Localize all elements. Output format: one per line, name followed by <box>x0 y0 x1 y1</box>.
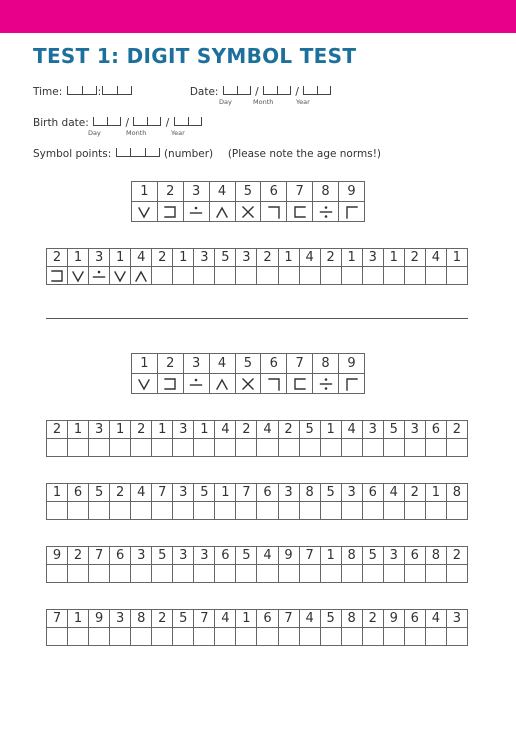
answer-cell[interactable] <box>173 267 194 285</box>
answer-cell[interactable] <box>278 267 299 285</box>
caret-icon <box>209 202 235 222</box>
digit-cell: 1 <box>446 249 467 267</box>
key-digit: 2 <box>157 182 183 202</box>
symbol-points-label: Symbol points: <box>33 148 112 160</box>
digit-cell: 9 <box>89 610 110 628</box>
date-day-caption: Day <box>219 98 232 106</box>
digit-cell: 2 <box>404 484 425 502</box>
answer-cell[interactable] <box>47 565 68 583</box>
digit-cell: 9 <box>47 547 68 565</box>
test-digit-row <box>47 547 468 565</box>
digit-cell: 2 <box>47 249 68 267</box>
key-digit: 7 <box>287 182 313 202</box>
answer-cell[interactable] <box>341 267 362 285</box>
answer-cell[interactable] <box>404 267 425 285</box>
digit-cell: 4 <box>425 610 446 628</box>
digit-cell: 6 <box>110 547 131 565</box>
digit-cell: 3 <box>446 610 467 628</box>
answer-cell[interactable] <box>320 565 341 583</box>
answer-cell[interactable] <box>89 565 110 583</box>
answer-cell[interactable] <box>152 565 173 583</box>
answer-cell[interactable] <box>341 628 362 646</box>
digit-cell: 1 <box>68 421 89 439</box>
key-digit: 5 <box>235 182 261 202</box>
digit-cell: 7 <box>152 484 173 502</box>
answer-cell[interactable] <box>110 502 131 520</box>
digit-cell: 5 <box>362 547 383 565</box>
answer-cell[interactable] <box>215 267 236 285</box>
digit-cell: 3 <box>110 610 131 628</box>
date-label: Date: <box>189 86 219 98</box>
answer-cell[interactable] <box>404 628 425 646</box>
answer-cell[interactable] <box>215 502 236 520</box>
v-shape-icon[interactable] <box>68 267 89 285</box>
answer-cell[interactable] <box>173 565 194 583</box>
digit-cell: 1 <box>68 249 89 267</box>
digit-cell: 7 <box>299 547 320 565</box>
digit-cell: 5 <box>320 484 341 502</box>
key-digit-row <box>132 354 365 374</box>
v-shape-icon <box>132 202 158 222</box>
digit-cell: 3 <box>131 547 152 565</box>
birth-slash: / <box>125 117 129 129</box>
answer-cell[interactable] <box>110 439 131 457</box>
date-day-blank[interactable] <box>223 86 251 95</box>
answer-cell[interactable] <box>236 502 257 520</box>
digit-cell: 8 <box>299 484 320 502</box>
sample-digit-row <box>47 249 468 267</box>
digit-cell: 1 <box>68 610 89 628</box>
answer-cell[interactable] <box>68 565 89 583</box>
digit-cell: 5 <box>320 610 341 628</box>
answer-cell[interactable] <box>446 267 467 285</box>
digit-cell: 2 <box>68 547 89 565</box>
answer-cell[interactable] <box>131 628 152 646</box>
digit-cell: 3 <box>173 484 194 502</box>
dot-dash-dot-icon <box>313 374 339 394</box>
digit-cell: 5 <box>194 484 215 502</box>
test-answer-row <box>47 439 468 457</box>
digit-cell: 5 <box>236 547 257 565</box>
time-label: Time: <box>33 86 63 98</box>
digit-cell: 2 <box>446 421 467 439</box>
answer-cell[interactable] <box>362 267 383 285</box>
answer-cell[interactable] <box>131 565 152 583</box>
corner-right-icon <box>261 202 287 222</box>
digit-cell: 4 <box>131 484 152 502</box>
digit-cell: 5 <box>89 484 110 502</box>
symbol-points-blank[interactable] <box>116 148 160 157</box>
digit-cell: 2 <box>152 249 173 267</box>
answer-cell[interactable] <box>257 439 278 457</box>
answer-cell[interactable] <box>194 267 215 285</box>
digit-cell: 2 <box>236 421 257 439</box>
digit-cell: 6 <box>362 484 383 502</box>
answer-cell[interactable] <box>320 267 341 285</box>
digit-cell: 4 <box>257 421 278 439</box>
date-year-blank[interactable] <box>303 86 331 95</box>
digit-cell: 2 <box>257 249 278 267</box>
answer-cell[interactable] <box>299 565 320 583</box>
test-answer-row <box>47 565 468 583</box>
bracket-left-icon <box>287 374 313 394</box>
digit-cell: 3 <box>278 484 299 502</box>
digit-cell: 1 <box>194 421 215 439</box>
digit-cell: 4 <box>299 610 320 628</box>
bracket-left-icon <box>287 202 313 222</box>
symbol-points-line <box>33 148 381 160</box>
answer-cell[interactable] <box>299 439 320 457</box>
answer-cell[interactable] <box>383 628 404 646</box>
cross-icon <box>235 374 261 394</box>
digit-cell: 3 <box>89 421 110 439</box>
dot-dash-icon[interactable] <box>89 267 110 285</box>
header-bar <box>0 0 516 33</box>
digit-cell: 4 <box>215 421 236 439</box>
digit-cell: 8 <box>425 547 446 565</box>
digit-cell: 1 <box>110 421 131 439</box>
answer-cell[interactable] <box>215 565 236 583</box>
key-digit: 8 <box>313 182 339 202</box>
test-table-3 <box>46 546 468 583</box>
answer-cell[interactable] <box>362 439 383 457</box>
digit-cell: 2 <box>47 421 68 439</box>
test-table-1 <box>46 420 468 457</box>
birth-day-caption: Day <box>88 129 101 137</box>
answer-cell[interactable] <box>89 628 110 646</box>
answer-cell[interactable] <box>278 628 299 646</box>
age-norms-note: (Please note the age norms!) <box>227 148 381 160</box>
time-separator: : <box>97 86 102 98</box>
birth-year-blank[interactable] <box>174 117 202 126</box>
corner-left-icon <box>339 202 365 222</box>
digit-cell: 4 <box>215 610 236 628</box>
answer-cell[interactable] <box>173 502 194 520</box>
digit-cell: 7 <box>194 610 215 628</box>
digit-cell: 1 <box>152 421 173 439</box>
answer-cell[interactable] <box>68 502 89 520</box>
digit-cell: 3 <box>236 249 257 267</box>
symbol-key-table <box>131 181 365 222</box>
birth-date-label: Birth date: <box>33 117 89 129</box>
birth-day-blank[interactable] <box>93 117 121 126</box>
dot-dash-icon <box>183 202 209 222</box>
digit-cell: 4 <box>425 249 446 267</box>
sample-answer-row <box>47 267 468 285</box>
birth-date-line <box>33 117 203 129</box>
digit-cell: 7 <box>236 484 257 502</box>
digit-cell: 7 <box>278 610 299 628</box>
digit-cell: 2 <box>152 610 173 628</box>
key-digit: 6 <box>261 354 287 374</box>
key-digit: 6 <box>261 182 287 202</box>
birth-month-blank[interactable] <box>133 117 161 126</box>
digit-cell: 3 <box>194 249 215 267</box>
answer-cell[interactable] <box>89 439 110 457</box>
answer-cell[interactable] <box>194 439 215 457</box>
digit-cell: 3 <box>383 547 404 565</box>
answer-cell[interactable] <box>446 502 467 520</box>
key-digit: 4 <box>209 354 235 374</box>
answer-cell[interactable] <box>110 565 131 583</box>
digit-cell: 3 <box>362 249 383 267</box>
digit-cell: 1 <box>425 484 446 502</box>
key-digit: 5 <box>235 354 261 374</box>
answer-cell[interactable] <box>47 439 68 457</box>
test-table-2 <box>46 483 468 520</box>
date-slash: / <box>255 86 259 98</box>
answer-cell[interactable] <box>425 267 446 285</box>
answer-cell[interactable] <box>236 267 257 285</box>
digit-cell: 7 <box>47 610 68 628</box>
digit-cell: 4 <box>383 484 404 502</box>
answer-cell[interactable] <box>320 439 341 457</box>
answer-cell[interactable] <box>383 502 404 520</box>
digit-cell: 3 <box>341 484 362 502</box>
key-digit-row <box>132 182 365 202</box>
answer-cell[interactable] <box>320 628 341 646</box>
answer-cell[interactable] <box>257 502 278 520</box>
date-year-caption: Year <box>296 98 310 106</box>
digit-cell: 4 <box>257 547 278 565</box>
answer-cell[interactable] <box>383 565 404 583</box>
digit-cell: 5 <box>173 610 194 628</box>
time-date-line <box>33 86 332 98</box>
section-divider <box>46 318 468 319</box>
digit-cell: 3 <box>362 421 383 439</box>
digit-cell: 2 <box>362 610 383 628</box>
answer-cell[interactable] <box>383 439 404 457</box>
digit-cell: 3 <box>89 249 110 267</box>
answer-cell[interactable] <box>152 439 173 457</box>
answer-cell[interactable] <box>257 565 278 583</box>
digit-cell: 6 <box>257 484 278 502</box>
answer-cell[interactable] <box>341 439 362 457</box>
answer-cell[interactable] <box>152 267 173 285</box>
digit-cell: 1 <box>278 249 299 267</box>
v-shape-icon[interactable] <box>110 267 131 285</box>
bracket-right-icon <box>157 202 183 222</box>
answer-cell[interactable] <box>110 628 131 646</box>
test-table-4 <box>46 609 468 646</box>
answer-cell[interactable] <box>215 628 236 646</box>
key-digit: 1 <box>132 182 158 202</box>
digit-cell: 6 <box>257 610 278 628</box>
digit-cell: 3 <box>194 547 215 565</box>
sample-table <box>46 248 468 285</box>
answer-cell[interactable] <box>383 267 404 285</box>
answer-cell[interactable] <box>425 565 446 583</box>
time-minutes-blank[interactable] <box>102 86 132 95</box>
key-digit: 2 <box>157 354 183 374</box>
digit-cell: 1 <box>215 484 236 502</box>
digit-cell: 9 <box>278 547 299 565</box>
key-digit: 8 <box>313 354 339 374</box>
key-digit: 3 <box>183 182 209 202</box>
answer-cell[interactable] <box>236 628 257 646</box>
bracket-right-icon[interactable] <box>47 267 68 285</box>
digit-cell: 1 <box>173 249 194 267</box>
corner-left-icon <box>339 374 365 394</box>
answer-cell[interactable] <box>194 565 215 583</box>
time-hours-blank[interactable] <box>67 86 97 95</box>
symbol-key-table <box>131 353 365 394</box>
answer-cell[interactable] <box>257 628 278 646</box>
digit-cell: 8 <box>341 610 362 628</box>
digit-cell: 2 <box>446 547 467 565</box>
answer-cell[interactable] <box>362 502 383 520</box>
answer-cell[interactable] <box>404 502 425 520</box>
answer-cell[interactable] <box>362 628 383 646</box>
answer-cell[interactable] <box>278 502 299 520</box>
corner-right-icon <box>261 374 287 394</box>
answer-cell[interactable] <box>362 565 383 583</box>
digit-cell: 3 <box>404 421 425 439</box>
birth-slash: / <box>165 117 170 129</box>
key-digit: 9 <box>339 354 365 374</box>
digit-cell: 7 <box>89 547 110 565</box>
digit-cell: 6 <box>425 421 446 439</box>
test-answer-row <box>47 628 468 646</box>
page-title: TEST 1: DIGIT SYMBOL TEST <box>33 44 357 68</box>
answer-cell[interactable] <box>404 439 425 457</box>
bracket-right-icon <box>157 374 183 394</box>
test-digit-row <box>47 610 468 628</box>
date-month-blank[interactable] <box>263 86 291 95</box>
key-digit: 9 <box>339 182 365 202</box>
answer-cell[interactable] <box>236 565 257 583</box>
digit-cell: 1 <box>236 610 257 628</box>
date-slash: / <box>295 86 299 98</box>
answer-cell[interactable] <box>47 628 68 646</box>
caret-icon <box>209 374 235 394</box>
answer-cell[interactable] <box>194 628 215 646</box>
answer-cell[interactable] <box>404 565 425 583</box>
answer-cell[interactable] <box>152 628 173 646</box>
key-digit: 7 <box>287 354 313 374</box>
digit-cell: 4 <box>131 249 152 267</box>
test-digit-row <box>47 421 468 439</box>
digit-cell: 4 <box>299 249 320 267</box>
answer-cell[interactable] <box>131 502 152 520</box>
answer-cell[interactable] <box>152 502 173 520</box>
answer-cell[interactable] <box>446 439 467 457</box>
answer-cell[interactable] <box>446 565 467 583</box>
answer-cell[interactable] <box>446 628 467 646</box>
digit-cell: 6 <box>404 610 425 628</box>
digit-cell: 6 <box>404 547 425 565</box>
digit-cell: 3 <box>173 421 194 439</box>
answer-cell[interactable] <box>173 439 194 457</box>
answer-cell[interactable] <box>425 502 446 520</box>
answer-cell[interactable] <box>278 439 299 457</box>
digit-cell: 5 <box>383 421 404 439</box>
key-digit: 1 <box>132 354 158 374</box>
answer-cell[interactable] <box>236 439 257 457</box>
digit-cell: 6 <box>215 547 236 565</box>
digit-cell: 1 <box>383 249 404 267</box>
key-symbol-row <box>132 374 365 394</box>
digit-cell: 2 <box>404 249 425 267</box>
answer-cell[interactable] <box>47 502 68 520</box>
answer-cell[interactable] <box>278 565 299 583</box>
digit-cell: 1 <box>320 547 341 565</box>
date-month-caption: Month <box>253 98 274 106</box>
answer-cell[interactable] <box>215 439 236 457</box>
answer-cell[interactable] <box>341 502 362 520</box>
test-digit-row <box>47 484 468 502</box>
digit-cell: 8 <box>131 610 152 628</box>
cross-icon <box>235 202 261 222</box>
caret-icon[interactable] <box>131 267 152 285</box>
digit-cell: 8 <box>341 547 362 565</box>
answer-cell[interactable] <box>68 628 89 646</box>
key-symbol-row <box>132 202 365 222</box>
digit-cell: 1 <box>47 484 68 502</box>
answer-cell[interactable] <box>257 267 278 285</box>
digit-cell: 4 <box>341 421 362 439</box>
answer-cell[interactable] <box>299 628 320 646</box>
v-shape-icon <box>132 374 158 394</box>
test-answer-row <box>47 502 468 520</box>
birth-month-caption: Month <box>126 129 147 137</box>
digit-cell: 8 <box>446 484 467 502</box>
digit-cell: 2 <box>131 421 152 439</box>
dot-dash-dot-icon <box>313 202 339 222</box>
answer-cell[interactable] <box>341 565 362 583</box>
answer-cell[interactable] <box>425 439 446 457</box>
key-digit: 3 <box>183 354 209 374</box>
answer-cell[interactable] <box>68 439 89 457</box>
digit-cell: 2 <box>110 484 131 502</box>
digit-cell: 5 <box>299 421 320 439</box>
key-digit: 4 <box>209 182 235 202</box>
birth-year-caption: Year <box>171 129 185 137</box>
digit-cell: 1 <box>110 249 131 267</box>
digit-cell: 5 <box>152 547 173 565</box>
answer-cell[interactable] <box>194 502 215 520</box>
number-note: (number) <box>163 148 214 160</box>
digit-cell: 3 <box>173 547 194 565</box>
dot-dash-icon <box>183 374 209 394</box>
digit-cell: 5 <box>215 249 236 267</box>
digit-cell: 2 <box>278 421 299 439</box>
digit-cell: 2 <box>320 249 341 267</box>
answer-cell[interactable] <box>299 267 320 285</box>
answer-cell[interactable] <box>299 502 320 520</box>
digit-cell: 6 <box>68 484 89 502</box>
answer-cell[interactable] <box>131 439 152 457</box>
answer-cell[interactable] <box>320 502 341 520</box>
digit-cell: 1 <box>341 249 362 267</box>
digit-cell: 9 <box>383 610 404 628</box>
answer-cell[interactable] <box>89 502 110 520</box>
digit-cell: 1 <box>320 421 341 439</box>
answer-cell[interactable] <box>173 628 194 646</box>
answer-cell[interactable] <box>425 628 446 646</box>
